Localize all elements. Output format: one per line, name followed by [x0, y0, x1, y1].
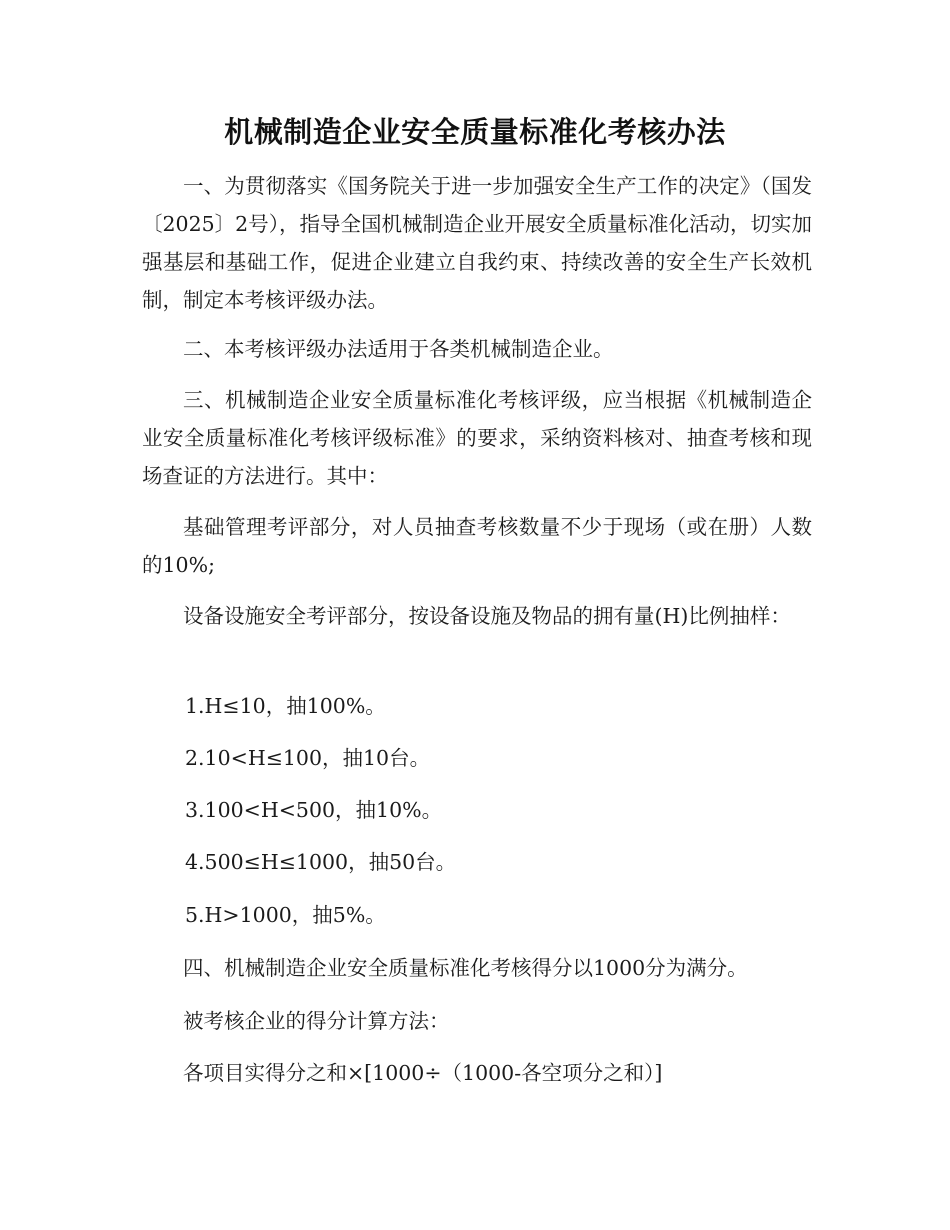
list-item: 4.500≤H≤1000，抽50台。 [185, 850, 457, 874]
paragraph-1: 一、为贯彻落实《国务院关于进一步加强安全生产工作的决定》（国发〔2025〕2号），指导全国机械制造企业开展安全质量标准化活动，切实加强基层和基础工作，促进企业建立自我约束、持续改善的安全生产长效机制，制定本考核评级办法。 [142, 174, 812, 312]
list-item: 3.100<H<500，抽10%。 [185, 798, 443, 822]
paragraph-7: 被考核企业的得分计算方法： [183, 1009, 450, 1033]
paragraph-4: 基础管理考评部分，对人员抽查考核数量不少于现场（或在册）人数的10%; [142, 515, 812, 577]
paragraph-3: 三、机械制造企业安全质量标准化考核评级，应当根据《机械制造企业安全质量标准化考核评级标准》的要求，采纳资料核对、抽查考核和现场查证的方法进行。其中： [142, 388, 812, 488]
list-item: 2.10<H≤100，抽10台。 [185, 746, 431, 770]
paragraph-8: 各项目实得分之和×[1000÷（1000-各空项分之和）] [183, 1061, 663, 1085]
paragraph-2: 二、本考核评级办法适用于各类机械制造企业。 [183, 337, 614, 361]
list-item: 1.H≤10，抽100%。 [185, 694, 386, 718]
paragraph-5: 设备设施安全考评部分，按设备设施及物品的拥有量(H)比例抽样： [183, 604, 791, 628]
document-title: 机械制造企业安全质量标准化考核办法 [224, 115, 726, 149]
list-item: 5.H>1000，抽5%。 [185, 903, 386, 927]
paragraph-6: 四、机械制造企业安全质量标准化考核得分以1000分为满分。 [183, 956, 748, 980]
